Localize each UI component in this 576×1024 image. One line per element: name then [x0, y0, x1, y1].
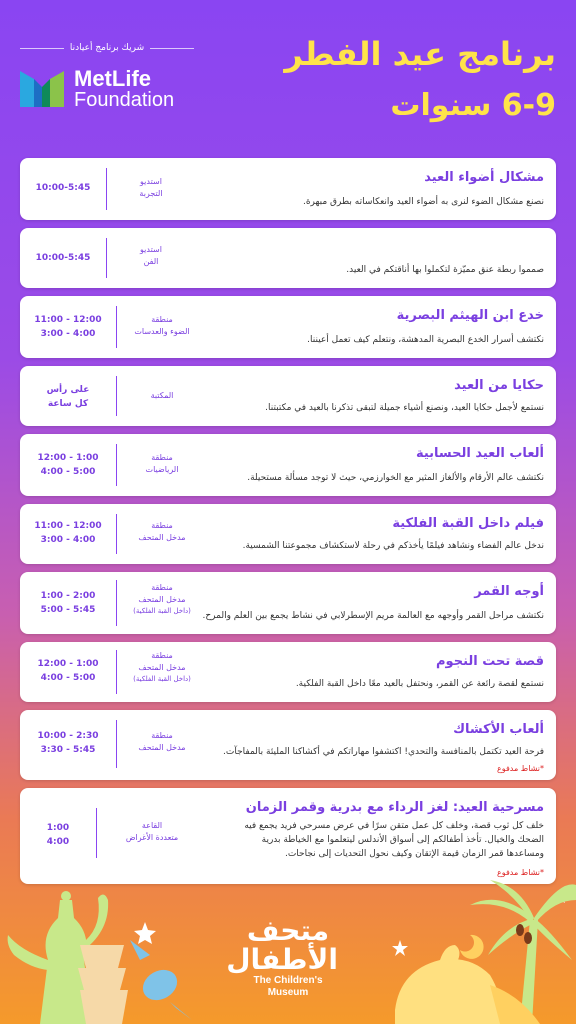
activity-time: على رأس كل ساعة	[46, 385, 90, 409]
activity-name: ألعاب العيد الحسابية	[415, 446, 544, 461]
activity-time: 10:00-5:45	[35, 253, 91, 263]
activity-location: استديو التجربة	[139, 177, 163, 198]
activity-name: خدع ابن الهيثم البصرية	[396, 308, 544, 323]
activity-name: فيلم داخل القبة الفلكية	[392, 516, 544, 531]
activity-time: 11:00 - 12:00 3:00 - 4:00	[34, 521, 102, 545]
activity-desc: نكتشف عالم الأرقام والألغاز المثير مع الخوارزمي، حيث لا توجد مسألة مستحيلة.	[247, 473, 544, 483]
activity-name: مسرحية العيد: لغز الرداء مع بدرية وقمر الزمان	[245, 800, 544, 815]
activity-time: 10:00 - 2:30 3:30 - 5:45	[37, 731, 99, 755]
activity-desc: نكتشف مراحل القمر وأوجهه مع العالمة مريم الإسطرلابي في نشاط يجمع بين العلم والمرح.	[202, 611, 544, 621]
partner-logo	[20, 68, 174, 110]
activity-desc: نصنع مشكال الضوء لنرى به أضواء العيد وانعكاساته بطرق مبهرة.	[302, 197, 544, 207]
logo-arabic: متحف الأطفال	[226, 914, 338, 977]
activity-location: منطقة مدخل المتحف	[138, 521, 186, 542]
activity-location: منطقة الرياضيات	[145, 453, 179, 474]
activity-name: قصة تحت النجوم	[436, 654, 544, 669]
activity-location: منطقة مدخل المتحف (داخل القبة الفلكية)	[133, 651, 191, 683]
activity-name: مشكال أضواء العيد	[424, 170, 544, 185]
activity-desc: صمموا ربطة عنق مميّزة لتكملوا بها أناقتكم في العيد.	[346, 265, 544, 275]
activity-location: منطقة الضوء والعدسات	[134, 315, 190, 336]
palm-tree-icon	[470, 880, 576, 1024]
activity-location: استديو الفن	[140, 245, 162, 266]
paid-note: *نشاط مدفوع	[497, 764, 544, 773]
childrens-museum-logo	[226, 914, 338, 999]
activity-time: 12:00 - 1:00 4:00 - 5:00	[37, 659, 99, 683]
activity-card-8	[20, 642, 556, 702]
candy-icon	[130, 940, 192, 1020]
activity-name: أوجه القمر	[474, 584, 544, 599]
activity-time: 10:00-5:45	[35, 183, 91, 193]
activity-desc: نستمع لأجمل حكايا العيد، ونصنع أشياء جميلة لتبقى تذكرنا بالعيد في مكتبتنا.	[265, 403, 544, 413]
dallah-pot-icon	[8, 891, 109, 1024]
activity-desc: ندخل عالم الفضاء ونشاهد فيلمًا يأخذكم في رحلة لاستكشاف مجموعتنا الشمسية.	[242, 541, 544, 551]
metlife-logo-icon	[20, 69, 64, 109]
activity-desc: نكتشف أسرار الخدع البصرية المدهشة، ونتعلم كيف تعمل أعيننا.	[307, 335, 544, 345]
partner-logo-line1: MetLife	[74, 66, 151, 91]
activity-time: 12:00 - 1:00 4:00 - 5:00	[37, 453, 99, 477]
activity-location: القاعة متعددة الأغراض	[125, 821, 179, 842]
activity-location: منطقة مدخل المتحف (داخل القبة الفلكية)	[133, 583, 191, 615]
crescent-moon-icon	[460, 935, 484, 959]
activity-time: 11:00 - 12:00 3:00 - 4:00	[34, 315, 102, 339]
activity-name: حكايا من العيد	[454, 378, 544, 393]
star-icon	[134, 890, 567, 956]
activity-name: ألعاب الأكشاك	[453, 722, 544, 737]
coffee-cups-icon	[78, 945, 128, 1024]
activity-card-2	[20, 228, 556, 288]
activity-card-5	[20, 434, 556, 496]
activity-location: منطقة مدخل المتحف	[138, 731, 186, 752]
partner-logo-line2: Foundation	[74, 89, 175, 111]
age-range: 6-9 سنوات	[390, 88, 556, 123]
activity-card-7	[20, 572, 556, 634]
activity-card-1	[20, 158, 556, 220]
activity-time: 1:00 4:00	[46, 823, 70, 847]
page-title: برنامج عيد الفطر	[284, 35, 556, 73]
logo-english-line2: Museum	[267, 986, 309, 998]
activity-desc: خلف كل ثوب قصة، وخلف كل عمل متقن سرًا في عرض مسرحي فريد يجمع فيه الضحك والخيال. تأخذ أطفالكم إلى أسواق الأندلس ليتعلموا مع الخياطة بدرية ومساعدها قمر الزمان قيمة الإتقان وكيف نحول التحديات إلى نجاحات.	[244, 821, 544, 859]
partner-label-text: شريك برنامج أعيادنا	[69, 43, 145, 53]
activity-card-9	[20, 710, 556, 780]
partner-label	[20, 40, 194, 56]
activity-desc: فرحة العيد تكتمل بالمنافسة والتحدي! اكتشفوا مهاراتكم في أكشاكنا المليئة بالمفاجآت.	[223, 747, 544, 757]
activity-location: المكتبة	[150, 391, 174, 400]
paid-note: *نشاط مدفوع	[497, 868, 544, 877]
activity-card-3	[20, 296, 556, 358]
activity-desc: نستمع لقصة رائعة عن القمر، ونحتفل بالعيد معًا داخل القبة الفلكية.	[295, 679, 544, 689]
header	[0, 0, 576, 150]
activity-time: 1:00 - 2:00 5:00 - 5:45	[40, 591, 96, 615]
logo-english-line1: The Children's	[253, 974, 323, 986]
activity-card-4	[20, 366, 556, 426]
activity-card-10	[20, 788, 556, 884]
activity-card-6	[20, 504, 556, 564]
oil-lamp-icon	[395, 945, 540, 1024]
